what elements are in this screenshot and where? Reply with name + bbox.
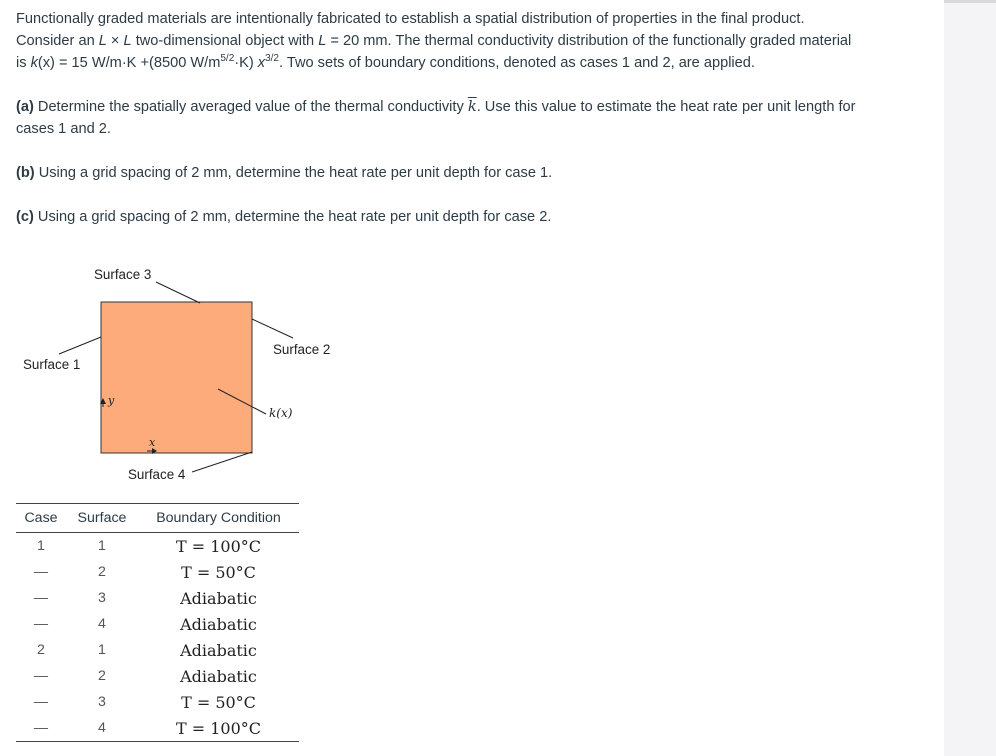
table-row — [16, 689, 299, 715]
geometry-figure — [16, 262, 346, 492]
case-cell: — — [33, 616, 49, 632]
surface4-leader — [192, 452, 252, 472]
surface-cell: 2 — [98, 668, 106, 684]
figure-drawing — [16, 262, 346, 492]
part-c — [16, 206, 936, 228]
intro-line-3 — [16, 52, 936, 74]
surface2-leader — [252, 319, 293, 338]
surface-cell: 2 — [98, 564, 106, 580]
var-x: x — [257, 55, 266, 71]
var-L: L — [98, 33, 107, 49]
intro-text: is — [16, 55, 31, 71]
surface-cell: 1 — [98, 642, 106, 658]
condition-cell: Adiabatic — [180, 614, 257, 634]
table-row — [16, 559, 299, 585]
surface-cell: 4 — [66, 715, 138, 742]
table-row — [16, 611, 299, 637]
surface3-label: Surface 3 — [94, 267, 152, 282]
part-a-text: . Use this value to estimate the heat rate per unit length for — [476, 99, 856, 115]
surface3-leader — [156, 282, 200, 303]
condition-cell: T = 50°C — [181, 562, 256, 582]
condition-cell: Adiabatic — [180, 666, 257, 686]
header-surface: Surface — [66, 504, 138, 533]
table-row — [16, 663, 299, 689]
var-L: L — [318, 33, 327, 49]
problem-intro — [16, 8, 936, 74]
header-case: Case — [16, 504, 66, 533]
intro-line-1: Functionally graded materials are intentionally fabricated to establish a spatial distribution of properties in the final product. — [16, 11, 805, 27]
table-header-row — [16, 504, 299, 533]
part-b-text: Using a grid spacing of 2 mm, determine the heat rate per unit depth for case 1. — [34, 165, 553, 181]
surface-cell: 1 — [98, 538, 106, 554]
exponent: 3/2 — [265, 53, 279, 64]
k-bar-symbol: $\overline{k}$ — [467, 98, 477, 115]
graded-square — [101, 302, 252, 453]
surface1-leader — [59, 337, 101, 354]
part-a-line-1 — [16, 96, 936, 118]
part-a — [16, 96, 936, 140]
y-axis-label: y — [108, 394, 115, 407]
table-row — [16, 715, 299, 742]
part-c-text: Using a grid spacing of 2 mm, determine the heat rate per unit depth for case 2. — [33, 209, 552, 225]
condition-cell: Adiabatic — [180, 588, 257, 608]
var-x-paren: (x) — [37, 55, 55, 71]
kx-label: k(x) — [269, 406, 293, 420]
var-L: L — [123, 33, 132, 49]
part-b-label: (b) — [16, 165, 35, 181]
header-boundary-condition: Boundary Condition — [138, 504, 299, 533]
boundary-condition-table — [16, 503, 299, 742]
intro-line-2 — [16, 30, 936, 52]
case-cell: — — [33, 668, 49, 684]
intro-text: ·K) — [234, 55, 258, 71]
case-cell: 1 — [37, 538, 45, 554]
surface2-label: Surface 2 — [273, 342, 331, 357]
times-symbol: × — [106, 33, 124, 49]
var-k: k — [30, 55, 38, 71]
surface4-label: Surface 4 — [128, 467, 186, 482]
part-b — [16, 162, 936, 184]
intro-text: = 20 mm. The thermal conductivity distribution of the functionally graded material — [326, 33, 852, 49]
table-row — [16, 533, 299, 560]
exponent: 5/2 — [220, 53, 235, 64]
surface-cell: 3 — [98, 590, 106, 606]
table-row — [16, 637, 299, 663]
condition-cell: Adiabatic — [180, 640, 257, 660]
case-cell: — — [16, 715, 66, 742]
surface1-label: Surface 1 — [23, 357, 81, 372]
case-cell: — — [33, 564, 49, 580]
intro-text: two-dimensional object with — [131, 33, 319, 49]
condition-cell: T = 50°C — [181, 692, 256, 712]
intro-text: = 15 W/m·K +(8500 W/m — [54, 55, 221, 71]
intro-text: Consider an — [16, 33, 99, 49]
x-axis-label: x — [149, 436, 156, 449]
surface-cell: 3 — [98, 694, 106, 710]
top-divider — [944, 0, 996, 3]
part-c-label: (c) — [16, 209, 34, 225]
case-cell: 2 — [37, 642, 45, 658]
part-a-line-2: cases 1 and 2. — [16, 121, 111, 137]
table-row — [16, 585, 299, 611]
part-a-label: (a) — [16, 99, 34, 115]
case-cell: — — [33, 590, 49, 606]
surface-cell: 4 — [98, 616, 106, 632]
part-a-text: Determine the spatially averaged value of the thermal conductivity — [33, 99, 468, 115]
case-cell: — — [33, 694, 49, 710]
condition-cell: T = 100°C — [175, 536, 262, 556]
intro-text: . Two sets of boundary conditions, denoted as cases 1 and 2, are applied. — [279, 55, 755, 71]
condition-cell: T = 100°C — [138, 715, 299, 742]
